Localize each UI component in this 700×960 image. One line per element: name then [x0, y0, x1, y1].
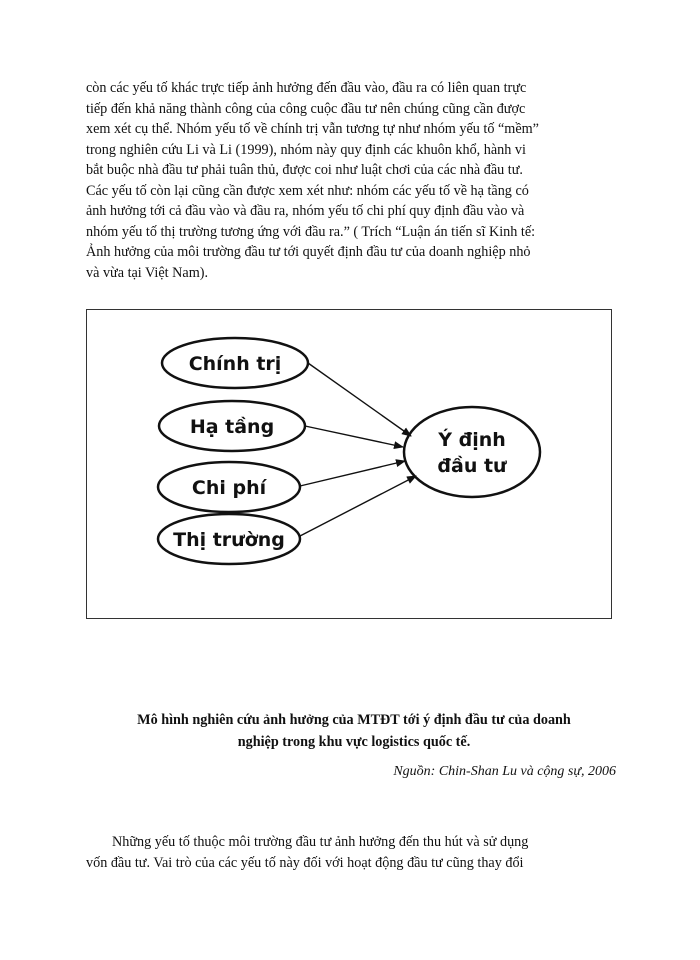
figure-source: Nguồn: Chin-Shan Lu và cộng sự, 2006	[393, 764, 616, 779]
target-label-line2: đầu tư	[437, 455, 507, 477]
text-line: bắt buộc nhà đầu tư phải tuân thủ, được coi như luật chơi của các nhà đầu tư.	[86, 162, 523, 178]
arrow-chi-phi	[300, 461, 405, 486]
body-paragraph-1	[86, 78, 622, 283]
text-line: trong nghiên cứu Li và Li (1999), nhóm này quy định các khuôn khổ, hành vi	[86, 141, 526, 158]
factor-label-chi-phi: Chi phí	[191, 477, 267, 499]
caption-line-2: nghiệp trong khu vực logistics quốc tế.	[237, 734, 471, 750]
text-line: xem xét cụ thể. Nhóm yếu tố về chính trị vẫn tương tự như nhóm yếu tố “mềm”	[86, 121, 539, 137]
text-line: Những yếu tố thuộc môi trường đầu tư ảnh hưởng đến thu hút và sử dụng	[112, 834, 529, 850]
text-line: Các yếu tố còn lại cũng cần được xem xét như: nhóm các yếu tố về hạ tầng có	[86, 182, 529, 199]
text-line: tiếp đến khả năng thành công của công cuộc đầu tư nên chúng cũng cần được	[86, 100, 526, 117]
target-label-line1: Ý định	[438, 429, 506, 451]
factor-label-chinh-tri: Chính trị	[188, 353, 282, 375]
text-line: Ảnh hưởng của môi trường đầu tư tới quyết định đầu tư của doanh nghiệp nhỏ	[86, 244, 531, 260]
diagram-svg	[87, 310, 611, 618]
caption-line-1: Mô hình nghiên cứu ảnh hưởng của MTĐT tới ý định đầu tư của doanh	[137, 712, 571, 728]
figure-caption	[86, 709, 622, 753]
factor-label-ha-tang: Hạ tầng	[189, 416, 275, 438]
text-line: ảnh hưởng tới cả đầu vào và đầu ra, nhóm yếu tố chi phí quy định đầu vào và	[86, 203, 525, 219]
arrow-chinh-tri	[308, 363, 411, 436]
factor-label-thi-truong: Thị trường	[173, 529, 285, 551]
arrow-thi-truong	[300, 476, 416, 536]
body-paragraph-2	[86, 832, 622, 874]
text-line: vốn đầu tư. Vai trò của các yếu tố này đối với hoạt động đầu tư cũng thay đổi	[86, 855, 524, 871]
research-model-figure	[86, 309, 612, 619]
text-line: nhóm yếu tố thị trường tương ứng với đầu ra.” ( Trích “Luận án tiến sĩ Kinh tế:	[86, 223, 536, 240]
target-ellipse	[404, 407, 540, 497]
text-line: còn các yếu tố khác trực tiếp ảnh hưởng đến đầu vào, đầu ra có liên quan trực	[86, 80, 527, 96]
text-line: và vừa tại Việt Nam).	[86, 264, 209, 281]
arrow-ha-tang	[305, 426, 403, 447]
